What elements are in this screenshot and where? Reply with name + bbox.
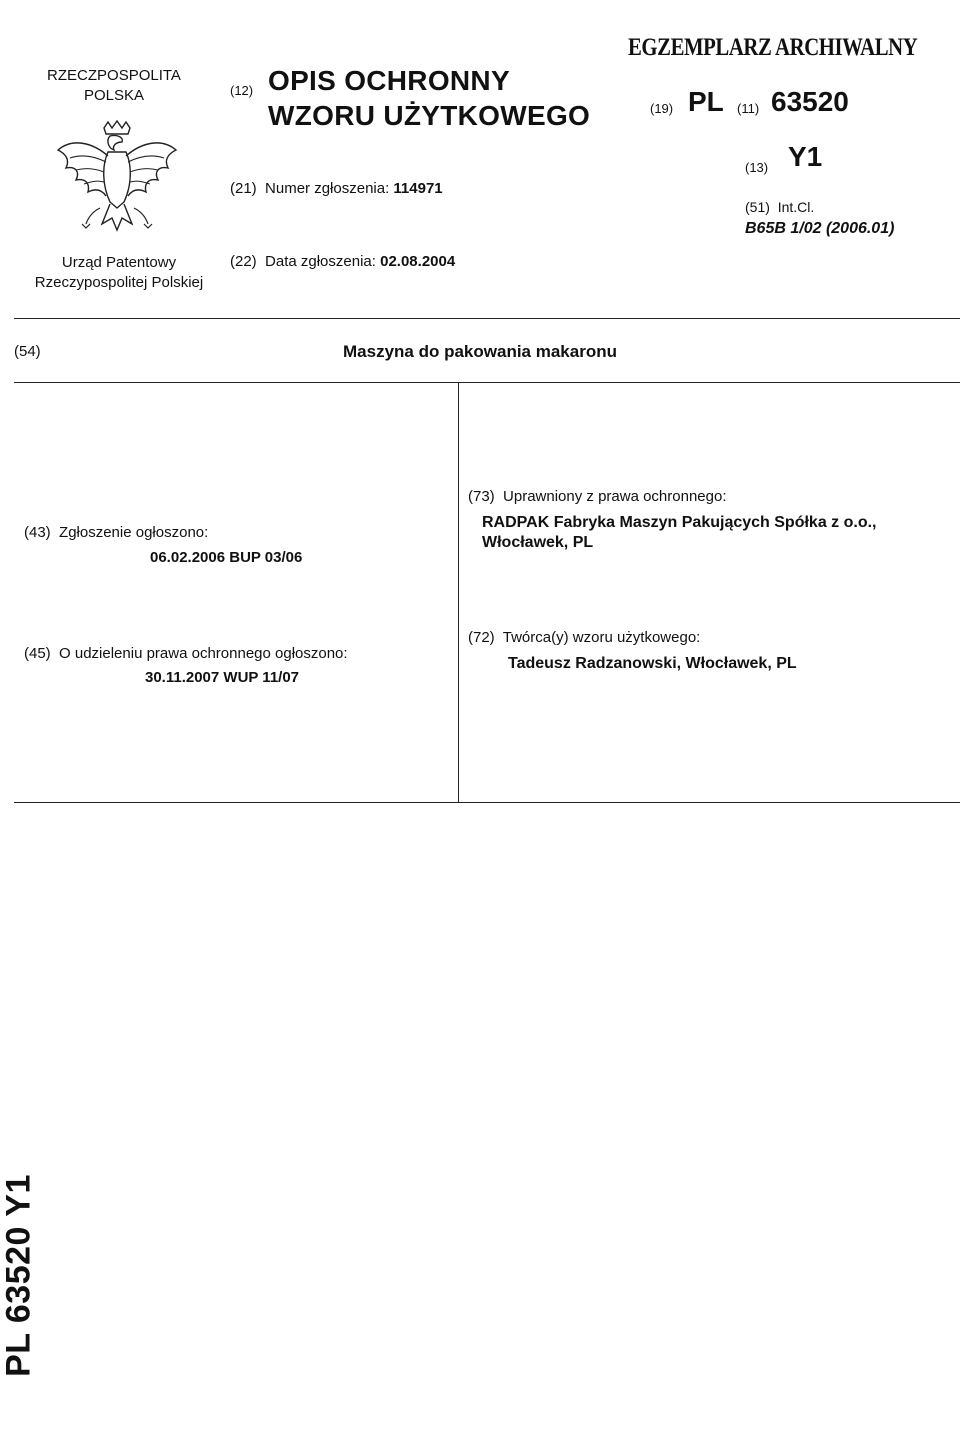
application-number-label: Numer zgłoszenia:	[265, 180, 390, 197]
application-number-field	[230, 180, 443, 197]
classification-label	[745, 199, 814, 215]
classification-value: B65B 1/02 (2006.01)	[745, 220, 895, 237]
grant-published-value: 30.11.2007 WUP 11/07	[145, 669, 300, 686]
country-name: RZECZPOSPOLITA POLSKA	[47, 67, 181, 104]
holder-name: RADPAK Fabryka Maszyn Pakujących Spółka z o.o.,	[482, 514, 877, 531]
int-cl-label: Int.Cl.	[777, 199, 815, 215]
grant-published-label	[24, 645, 348, 662]
archive-copy-stamp: EGZEMPLARZ ARCHIWALNY	[628, 34, 918, 61]
inid-code-43: (43)	[24, 524, 51, 541]
document-number: 63520	[771, 86, 849, 117]
kind-code: Y1	[788, 141, 823, 172]
inid-code-45: (45)	[24, 645, 51, 662]
inid-code-22: (22)	[230, 253, 257, 270]
filing-date-value: 02.08.2004	[380, 253, 456, 270]
application-published-text: Zgłoszenie ogłoszono:	[59, 524, 209, 541]
patent-office-name: Urząd Patentowy Rzeczypospolitej Polskiej	[34, 254, 204, 291]
inid-code-51: (51)	[745, 199, 770, 215]
inid-code-21: (21)	[230, 180, 257, 197]
holder-location: Włocławek, PL	[482, 534, 594, 551]
rule-bottom	[14, 802, 960, 803]
filing-date-label: Data zgłoszenia:	[265, 253, 376, 270]
inid-code-72: (72)	[468, 629, 495, 646]
country-code: PL	[688, 86, 724, 117]
application-number-value: 114971	[393, 180, 443, 197]
creator-label-text: Twórca(y) wzoru użytkowego:	[502, 629, 701, 646]
inid-code-11: (11)	[737, 101, 760, 116]
column-divider	[458, 382, 459, 802]
holder-label-text: Uprawniony z prawa ochronnego:	[503, 488, 727, 505]
creator-name: Tadeusz Radzanowski, Włocławek, PL	[508, 655, 797, 672]
invention-title: Maszyna do pakowania makaronu	[343, 342, 617, 361]
inid-code-19: (19)	[650, 101, 674, 116]
holder-label	[468, 488, 727, 505]
rule-top	[14, 318, 960, 319]
application-published-value: 06.02.2006 BUP 03/06	[150, 549, 303, 566]
inid-code-12: (12)	[230, 83, 254, 98]
grant-published-text: O udzieleniu prawa ochronnego ogłoszono:	[59, 645, 348, 662]
inid-code-13: (13)	[745, 160, 769, 175]
side-document-label: PL 63520 Y1	[0, 1174, 38, 1377]
rule-under-title	[14, 382, 960, 383]
inid-code-54: (54)	[14, 343, 41, 360]
inid-code-73: (73)	[468, 488, 495, 505]
document-title-line1: OPIS OCHRONNY	[268, 65, 510, 96]
polish-eagle-emblem-icon	[52, 120, 182, 240]
filing-date-field	[230, 253, 455, 270]
document-title-line2: WZORU UŻYTKOWEGO	[268, 100, 591, 131]
creator-label	[468, 629, 700, 646]
application-published-label	[24, 524, 208, 541]
